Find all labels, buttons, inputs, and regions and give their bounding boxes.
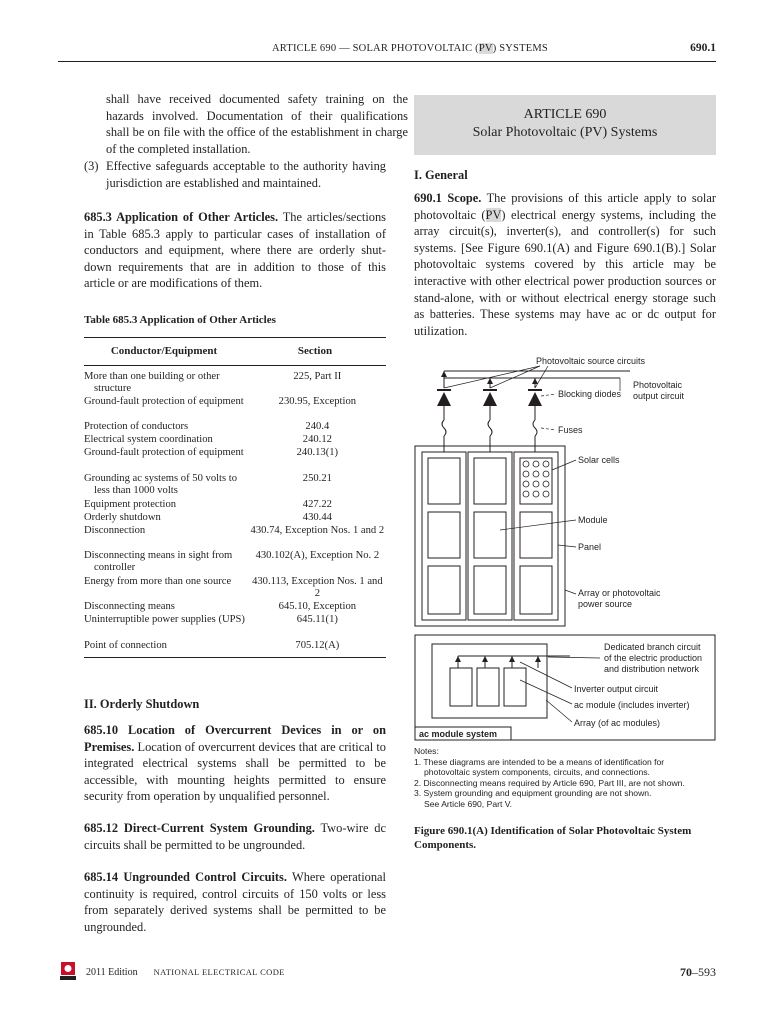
table-cell-section: 240.4 — [305, 421, 330, 432]
table-cell-item: Uninterruptible power supplies (UPS) — [84, 614, 245, 625]
section-685-10-text: Location of overcurrent devices that are critical to integrated electrical systems shall be permitted to be accessible, with mounting heights permitted to ensure security from operation by unqualified personnel. — [84, 739, 386, 804]
page-number-page: –593 — [692, 965, 716, 979]
section-685-3 — [84, 209, 386, 292]
table-cell-section: 240.13(1) — [296, 447, 339, 458]
table-cell-section: 240.12 — [302, 434, 332, 445]
fuse-3 — [533, 420, 537, 436]
table-row — [84, 499, 386, 511]
note-2: 2. Disconnecting means required by Article 690, Part III, are not shown. — [414, 777, 685, 788]
ac-module-1 — [450, 668, 472, 706]
table-cell-item: More than one building or other structure — [84, 371, 220, 394]
module — [428, 566, 460, 614]
diode-icon — [483, 392, 497, 406]
table-cell-item: Equipment protection — [84, 499, 177, 510]
table-cell-item: Electrical system coordination — [84, 434, 213, 445]
continued-paragraph: shall have received documented safety training on the hazards involved. Documentation of their qualifications shall be on file with the office of the establishment in charge of the completed installation. — [106, 92, 408, 156]
article-title-box — [414, 95, 716, 155]
diode-icons — [437, 389, 542, 406]
fuse-1 — [442, 420, 446, 436]
footer-edition: 2011 Edition — [86, 967, 138, 978]
label-module: Module — [578, 515, 608, 525]
running-header-pre: ARTICLE 690 — SOLAR PHOTOVOLTAIC ( — [272, 43, 479, 54]
note-1b: photovoltaic system components, circuits, and connections. — [424, 767, 650, 778]
ac-module-3 — [504, 668, 526, 706]
running-header-highlight: PV — [478, 43, 493, 54]
table-cell-section: 430.44 — [302, 512, 332, 523]
table-header-conductor: Conductor/Equipment — [110, 345, 218, 357]
table-cell-section: 230.95, Exception — [278, 396, 357, 407]
section-690-1-text-pre: The provisions of this article apply to solar photovoltaic ( — [414, 191, 716, 222]
table-row — [84, 550, 386, 573]
array-box — [415, 446, 565, 626]
pv-identification-diagram — [410, 348, 720, 744]
table-row — [84, 640, 386, 652]
table-row — [84, 371, 386, 394]
table-cell-section: 427.22 — [302, 499, 332, 510]
diode-icon — [437, 392, 451, 406]
table-cell-section: 645.11(1) — [296, 614, 338, 625]
table-row — [84, 396, 386, 408]
section-685-14-text: Where operational continuity is required, control circuits of 150 volts or less from separately derived systems shall be permitted to be ungrounded. — [84, 870, 386, 934]
header-rule — [58, 61, 716, 62]
panel-1 — [422, 452, 466, 620]
label-array-2: power source — [578, 599, 633, 609]
label-ac-module-system: ac module system — [419, 729, 498, 739]
section-685-14-heading: 685.14 Ungrounded Control Circuits. — [84, 870, 287, 884]
arrowheads — [441, 371, 541, 662]
label-dedicated-1: Dedicated branch circuit — [604, 642, 701, 652]
section-685-10-heading: 685.10 Location of Overcurrent Devices in or on Premises. — [84, 723, 386, 754]
running-header-post: ) SYSTEMS — [492, 43, 548, 54]
module — [520, 512, 552, 558]
table-row — [84, 473, 386, 496]
table-cell-section: 250.21 — [302, 473, 332, 484]
module — [474, 512, 506, 558]
list-item-3-text: Effective safeguards acceptable to the authority having jurisdiction are established and maintained. — [106, 159, 386, 190]
part-1-heading: I. General — [414, 168, 468, 182]
footer-edition-line — [86, 967, 285, 978]
table-row — [84, 512, 386, 524]
fuse-2 — [488, 420, 492, 436]
table-cell-section: 430.102(A), Exception No. 2 — [255, 550, 380, 561]
table-row — [84, 576, 386, 599]
label-fuses: Fuses — [558, 425, 583, 435]
table-cell-item: Disconnecting means — [84, 601, 175, 612]
table-header-rule — [84, 365, 386, 366]
table-cell-item: Orderly shutdown — [84, 512, 161, 523]
table-cell-item: Disconnection — [84, 525, 146, 536]
label-ac-module: ac module (includes inverter) — [574, 700, 690, 710]
part-2-heading: II. Orderly Shutdown — [84, 697, 200, 711]
table-row — [84, 525, 386, 537]
section-685-3-text: The articles/sections in Table 685.3 apply to particular cases of installation of conductors and equipment, where there are orderly shut-down requirements that are in addition to those of this article or are modifications of them. — [84, 210, 387, 291]
table-cell-item: Ground-fault protection of equipment — [84, 396, 244, 407]
section-685-10 — [84, 722, 386, 805]
table-cell-item: Disconnecting means in sight from controller — [84, 550, 233, 573]
table-cell-section: 705.12(A) — [295, 640, 340, 651]
table-top-rule — [84, 337, 386, 338]
panel-2 — [468, 452, 512, 620]
table-cell-section: 430.113, Exception Nos. 1 and 2 — [252, 576, 383, 599]
note-3a: 3. System grounding and equipment grounding are not shown. — [414, 788, 652, 799]
page-number-code: 70 — [680, 965, 692, 979]
section-685-12-text: Two-wire dc circuits shall be permitted to be ungrounded. — [84, 821, 386, 852]
label-output-circuit-1: Photovoltaic — [633, 380, 683, 390]
section-685-12-heading: 685.12 Direct-Current System Grounding. — [84, 821, 315, 835]
label-inverter-output: Inverter output circuit — [574, 684, 659, 694]
header-section-number: 690.1 — [690, 42, 716, 54]
article-title: Solar Photovoltaic (PV) Systems — [472, 125, 658, 140]
list-item-3-number: (3) — [84, 159, 99, 173]
table-header-section: Section — [297, 345, 333, 357]
label-solar-cells: Solar cells — [578, 455, 620, 465]
label-dedicated-3: and distribution network — [604, 664, 700, 674]
label-blocking-diodes: Blocking diodes — [558, 389, 622, 399]
section-690-1-heading: 690.1 Scope. — [414, 191, 482, 205]
module — [428, 512, 460, 558]
table-cell-section: 645.10, Exception — [278, 601, 357, 612]
table-title: Table 685.3 Application of Other Articles — [84, 314, 276, 326]
module — [474, 458, 506, 504]
label-output-circuit-2: output circuit — [633, 391, 685, 401]
article-number: ARTICLE 690 — [523, 107, 607, 122]
footer-code-name: NATIONAL ELECTRICAL CODE — [153, 967, 285, 977]
table-row — [84, 421, 386, 433]
label-array-ac: Array (of ac modules) — [574, 718, 661, 728]
module — [428, 458, 460, 504]
page-number — [680, 965, 716, 980]
note-3b: See Article 690, Part V. — [424, 798, 513, 809]
table-cell-item: Energy from more than one source — [84, 576, 232, 587]
solar-cells — [523, 461, 549, 497]
table-cell-item: Ground-fault protection of equipment — [84, 447, 244, 458]
section-685-3-heading: 685.3 Application of Other Articles. — [84, 210, 279, 224]
table-row — [84, 434, 386, 446]
figure-notes — [414, 746, 685, 810]
table-cell-item: Grounding ac systems of 50 volts to less than 1000 volts — [84, 473, 238, 496]
list-item-3 — [84, 158, 386, 191]
label-panel: Panel — [578, 542, 602, 552]
module — [474, 566, 506, 614]
section-685-14 — [84, 869, 386, 935]
ac-array-box — [432, 644, 547, 718]
table-row — [84, 447, 386, 459]
table-cell-item: Point of connection — [84, 640, 167, 651]
running-header — [272, 43, 548, 54]
figure-caption: Figure 690.1(A) Identification of Solar Photovoltaic System Components. — [414, 825, 692, 851]
table-cell-section: 225, Part II — [293, 371, 342, 382]
table-row — [84, 601, 386, 613]
section-690-1-text-post: ) electrical energy systems, including the array circuit(s), inverter(s), and controller(s) for such systems. [See Figure 690.1(A) and Figure 690.1(B).] Solar photovoltaic systems covered by this article may be interactive with other electrical power production sources or stand-alone, with or without electrical energy storage such as batteries. These systems may have ac or dc output for utilization. — [414, 207, 717, 338]
section-690-1 — [414, 190, 716, 339]
label-dedicated-2: of the electric production — [604, 653, 703, 663]
label-source-circuits: Photovoltaic source circuits — [536, 356, 646, 366]
section-685-12 — [84, 820, 386, 853]
section-690-1-highlight: PV — [485, 207, 502, 222]
table-bottom-rule — [84, 657, 386, 658]
label-array-1: Array or photovoltaic — [578, 588, 661, 598]
note-1a: 1. These diagrams are intended to be a means of identification for — [414, 756, 665, 767]
diode-icon — [528, 392, 542, 406]
notes-heading: Notes: — [414, 746, 439, 756]
table-row — [84, 614, 386, 626]
ac-module-2 — [477, 668, 499, 706]
table-cell-section: 430.74, Exception Nos. 1 and 2 — [250, 525, 385, 536]
nfpa-logo-icon — [60, 962, 76, 980]
table-cell-item: Protection of conductors — [84, 421, 189, 432]
module — [520, 566, 552, 614]
